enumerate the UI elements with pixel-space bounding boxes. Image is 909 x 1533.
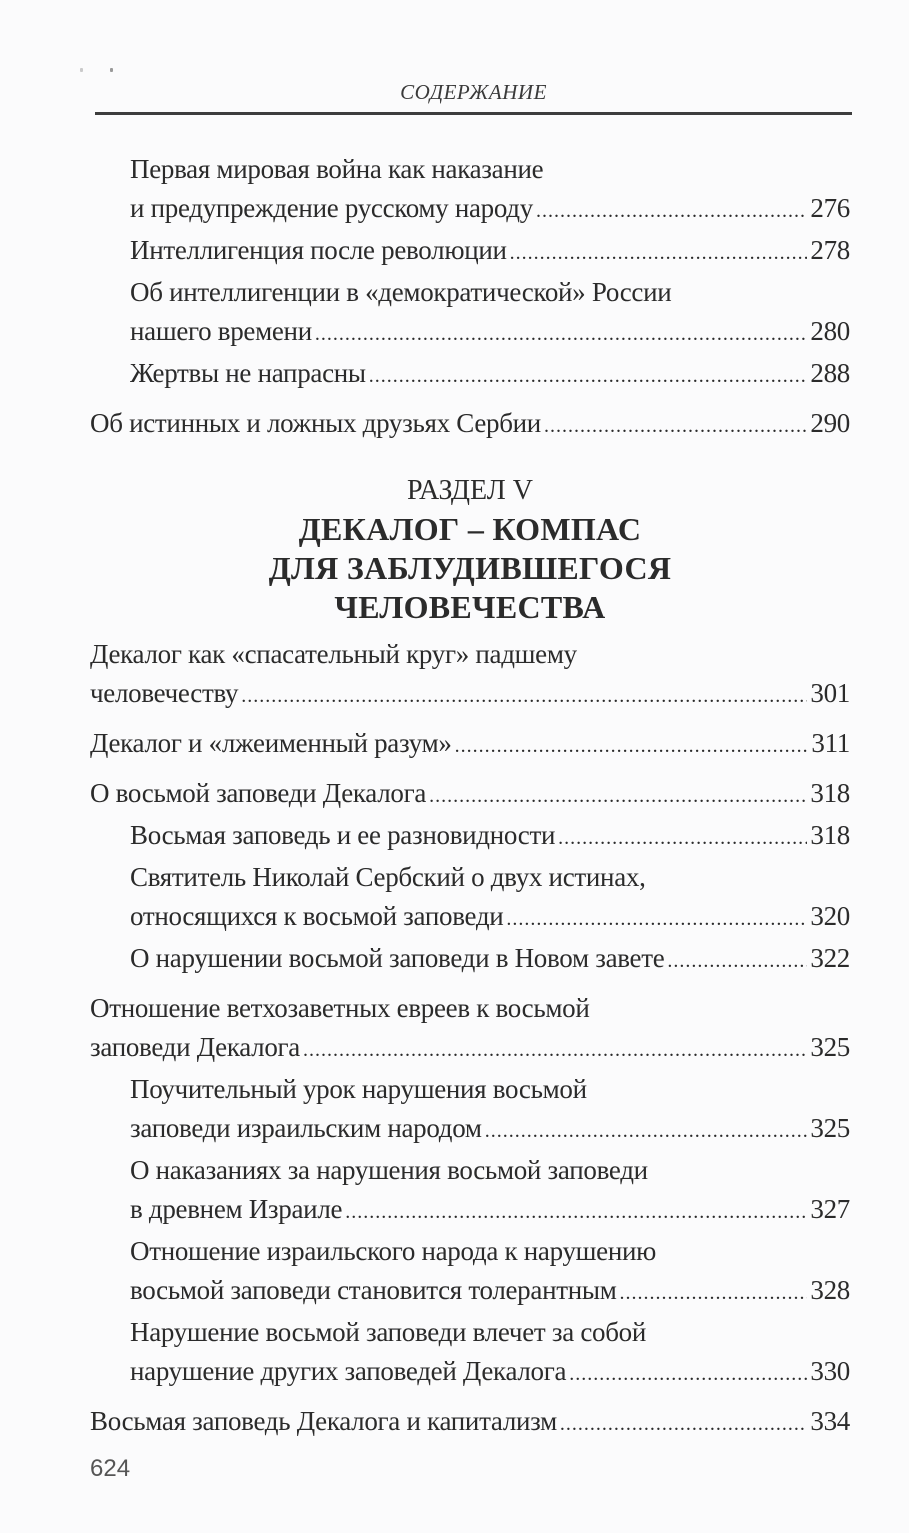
toc-entry-title-line: Декалог как «спасательный круг» падшему xyxy=(90,639,577,669)
toc-entry xyxy=(90,1402,850,1444)
toc-entry-title-line: заповеди Декалога xyxy=(90,1032,300,1062)
toc-entry xyxy=(90,724,850,766)
toc-entry-title-line: Отношение израильского народа к нарушению xyxy=(130,1236,656,1266)
dot-leader xyxy=(369,357,808,396)
dot-leader xyxy=(455,727,809,766)
toc-entry-final-line xyxy=(90,1028,850,1070)
toc-entry-page: 327 xyxy=(810,1194,850,1224)
toc-entry-final-line xyxy=(130,354,850,396)
toc-entry xyxy=(90,273,850,354)
toc-entry xyxy=(90,858,850,939)
dot-leader xyxy=(506,900,807,939)
toc-entry xyxy=(90,1070,850,1151)
toc-entry-page: 318 xyxy=(810,820,850,850)
toc-entry-title-line: Нарушение восьмой заповеди влечет за собой xyxy=(130,1317,647,1347)
dot-leader xyxy=(560,1405,807,1444)
section-heading xyxy=(90,472,850,627)
toc-entry-final-line xyxy=(90,1402,850,1444)
toc-entry xyxy=(90,150,850,231)
toc-entry-title-line: Об интеллигенции в «демократической» России xyxy=(130,277,672,307)
toc-entry-final-line xyxy=(130,1352,850,1394)
toc-entry-page: 288 xyxy=(810,358,850,388)
toc-entry-final-line xyxy=(130,897,850,939)
dot-leader xyxy=(558,819,807,858)
section-title-line: ЧЕЛОВЕЧЕСТВА xyxy=(334,589,606,625)
toc-entry-title-line: Об истинных и ложных друзьях Сербии xyxy=(90,408,541,438)
toc-entry-title-line: О восьмой заповеди Декалога xyxy=(90,778,427,808)
running-head: СОДЕРЖАНИЕ xyxy=(400,80,547,104)
toc-entry-page: 330 xyxy=(810,1356,850,1386)
toc-entry xyxy=(90,939,850,981)
toc-entry xyxy=(90,1232,850,1313)
toc-entry-page: 311 xyxy=(811,728,850,758)
dot-leader xyxy=(510,234,808,273)
dot-leader xyxy=(345,1193,807,1232)
toc-entry-title-line: О наказаниях за нарушения восьмой заповеди xyxy=(130,1155,648,1185)
toc-entry-title-line: Поучительный урок нарушения восьмой xyxy=(130,1074,587,1104)
dot-leader xyxy=(536,192,807,231)
toc-entry-page: 328 xyxy=(810,1275,850,1305)
page-number: 624 xyxy=(90,1455,131,1482)
toc-entry-final-line xyxy=(90,724,850,766)
toc-entry-final-line xyxy=(130,939,850,981)
toc-entry xyxy=(90,774,850,816)
dot-leader xyxy=(620,1274,808,1313)
toc-entry xyxy=(90,231,850,273)
toc-entry-page: 301 xyxy=(810,678,850,708)
toc-entry-final-line xyxy=(90,404,850,446)
toc-entry-title-line: Восьмая заповедь и ее разновидности xyxy=(130,820,556,850)
toc-entry-final-line xyxy=(130,1190,850,1232)
toc-entry-final-line xyxy=(130,1109,850,1151)
toc-entry-title-line: восьмой заповеди становится толерантным xyxy=(130,1275,617,1305)
toc-entry-title-line: О нарушении восьмой заповеди в Новом завете xyxy=(130,943,665,973)
toc-entry xyxy=(90,404,850,446)
toc-entry-title-line: Отношение ветхозаветных евреев к восьмой xyxy=(90,993,590,1023)
toc-entry-title-line: нарушение других заповедей Декалога xyxy=(130,1356,567,1386)
dot-leader xyxy=(315,315,808,354)
toc-entry-page: 290 xyxy=(810,408,850,438)
toc-entry-final-line xyxy=(90,774,850,816)
toc-entry-title-line: Первая мировая война как наказание xyxy=(130,154,544,184)
section-title-line: ДЛЯ ЗАБЛУДИВШЕГОСЯ xyxy=(268,550,672,586)
toc-entry-title-line: человечеству xyxy=(90,678,239,708)
toc-entry-title-line: нашего времени xyxy=(130,316,312,346)
toc-entry xyxy=(90,816,850,858)
table-of-contents xyxy=(90,150,850,1444)
section-number: РАЗДЕЛ V xyxy=(407,475,533,506)
toc-entry-title-line: Интеллигенция после революции xyxy=(130,235,507,265)
toc-entry-final-line xyxy=(130,312,850,354)
toc-entry-title-line: Декалог и «лжеименный разум» xyxy=(90,728,452,758)
toc-entry-title-line: в древнем Израиле xyxy=(130,1194,343,1224)
toc-entry xyxy=(90,1151,850,1232)
dot-leader xyxy=(303,1031,807,1070)
toc-entry-title-line: Святитель Николай Сербский о двух истинах, xyxy=(130,862,646,892)
toc-entry-page: 278 xyxy=(810,235,850,265)
toc-entry-page: 322 xyxy=(810,943,850,973)
dot-leader xyxy=(544,407,807,446)
toc-entry-page: 280 xyxy=(810,316,850,346)
dot-leader xyxy=(429,777,807,816)
toc-entry-page: 318 xyxy=(810,778,850,808)
toc-entries-after-section xyxy=(90,635,850,1444)
toc-entry-page: 320 xyxy=(810,901,850,931)
toc-entry-title-line: относящихся к восьмой заповеди xyxy=(130,901,504,931)
toc-entry-title-line: Восьмая заповедь Декалога и капитализм xyxy=(90,1406,557,1436)
toc-entry xyxy=(90,354,850,396)
scan-speck xyxy=(80,68,83,72)
scan-speck xyxy=(110,68,113,72)
toc-entry-title-line: заповеди израильским народом xyxy=(130,1113,482,1143)
toc-entry xyxy=(90,635,850,716)
toc-entries-before-section xyxy=(90,150,850,446)
toc-entry-page: 334 xyxy=(810,1406,850,1436)
toc-entry-final-line xyxy=(90,674,850,716)
dot-leader xyxy=(241,677,807,716)
dot-leader xyxy=(569,1355,807,1394)
dot-leader xyxy=(667,942,807,981)
toc-entry xyxy=(90,1313,850,1394)
section-title-line: ДЕКАЛОГ – КОМПАС xyxy=(298,511,642,547)
toc-entry-final-line xyxy=(130,816,850,858)
header-rule xyxy=(95,112,852,115)
toc-entry-final-line xyxy=(130,231,850,273)
dot-leader xyxy=(485,1112,808,1151)
toc-entry-title-line: и предупреждение русскому народу xyxy=(130,193,533,223)
toc-entry-final-line xyxy=(130,189,850,231)
toc-entry-title-line: Жертвы не напрасны xyxy=(130,358,366,388)
toc-entry-page: 325 xyxy=(810,1113,850,1143)
toc-entry-page: 276 xyxy=(810,193,850,223)
toc-entry-page: 325 xyxy=(810,1032,850,1062)
toc-entry-final-line xyxy=(130,1271,850,1313)
toc-entry xyxy=(90,989,850,1070)
